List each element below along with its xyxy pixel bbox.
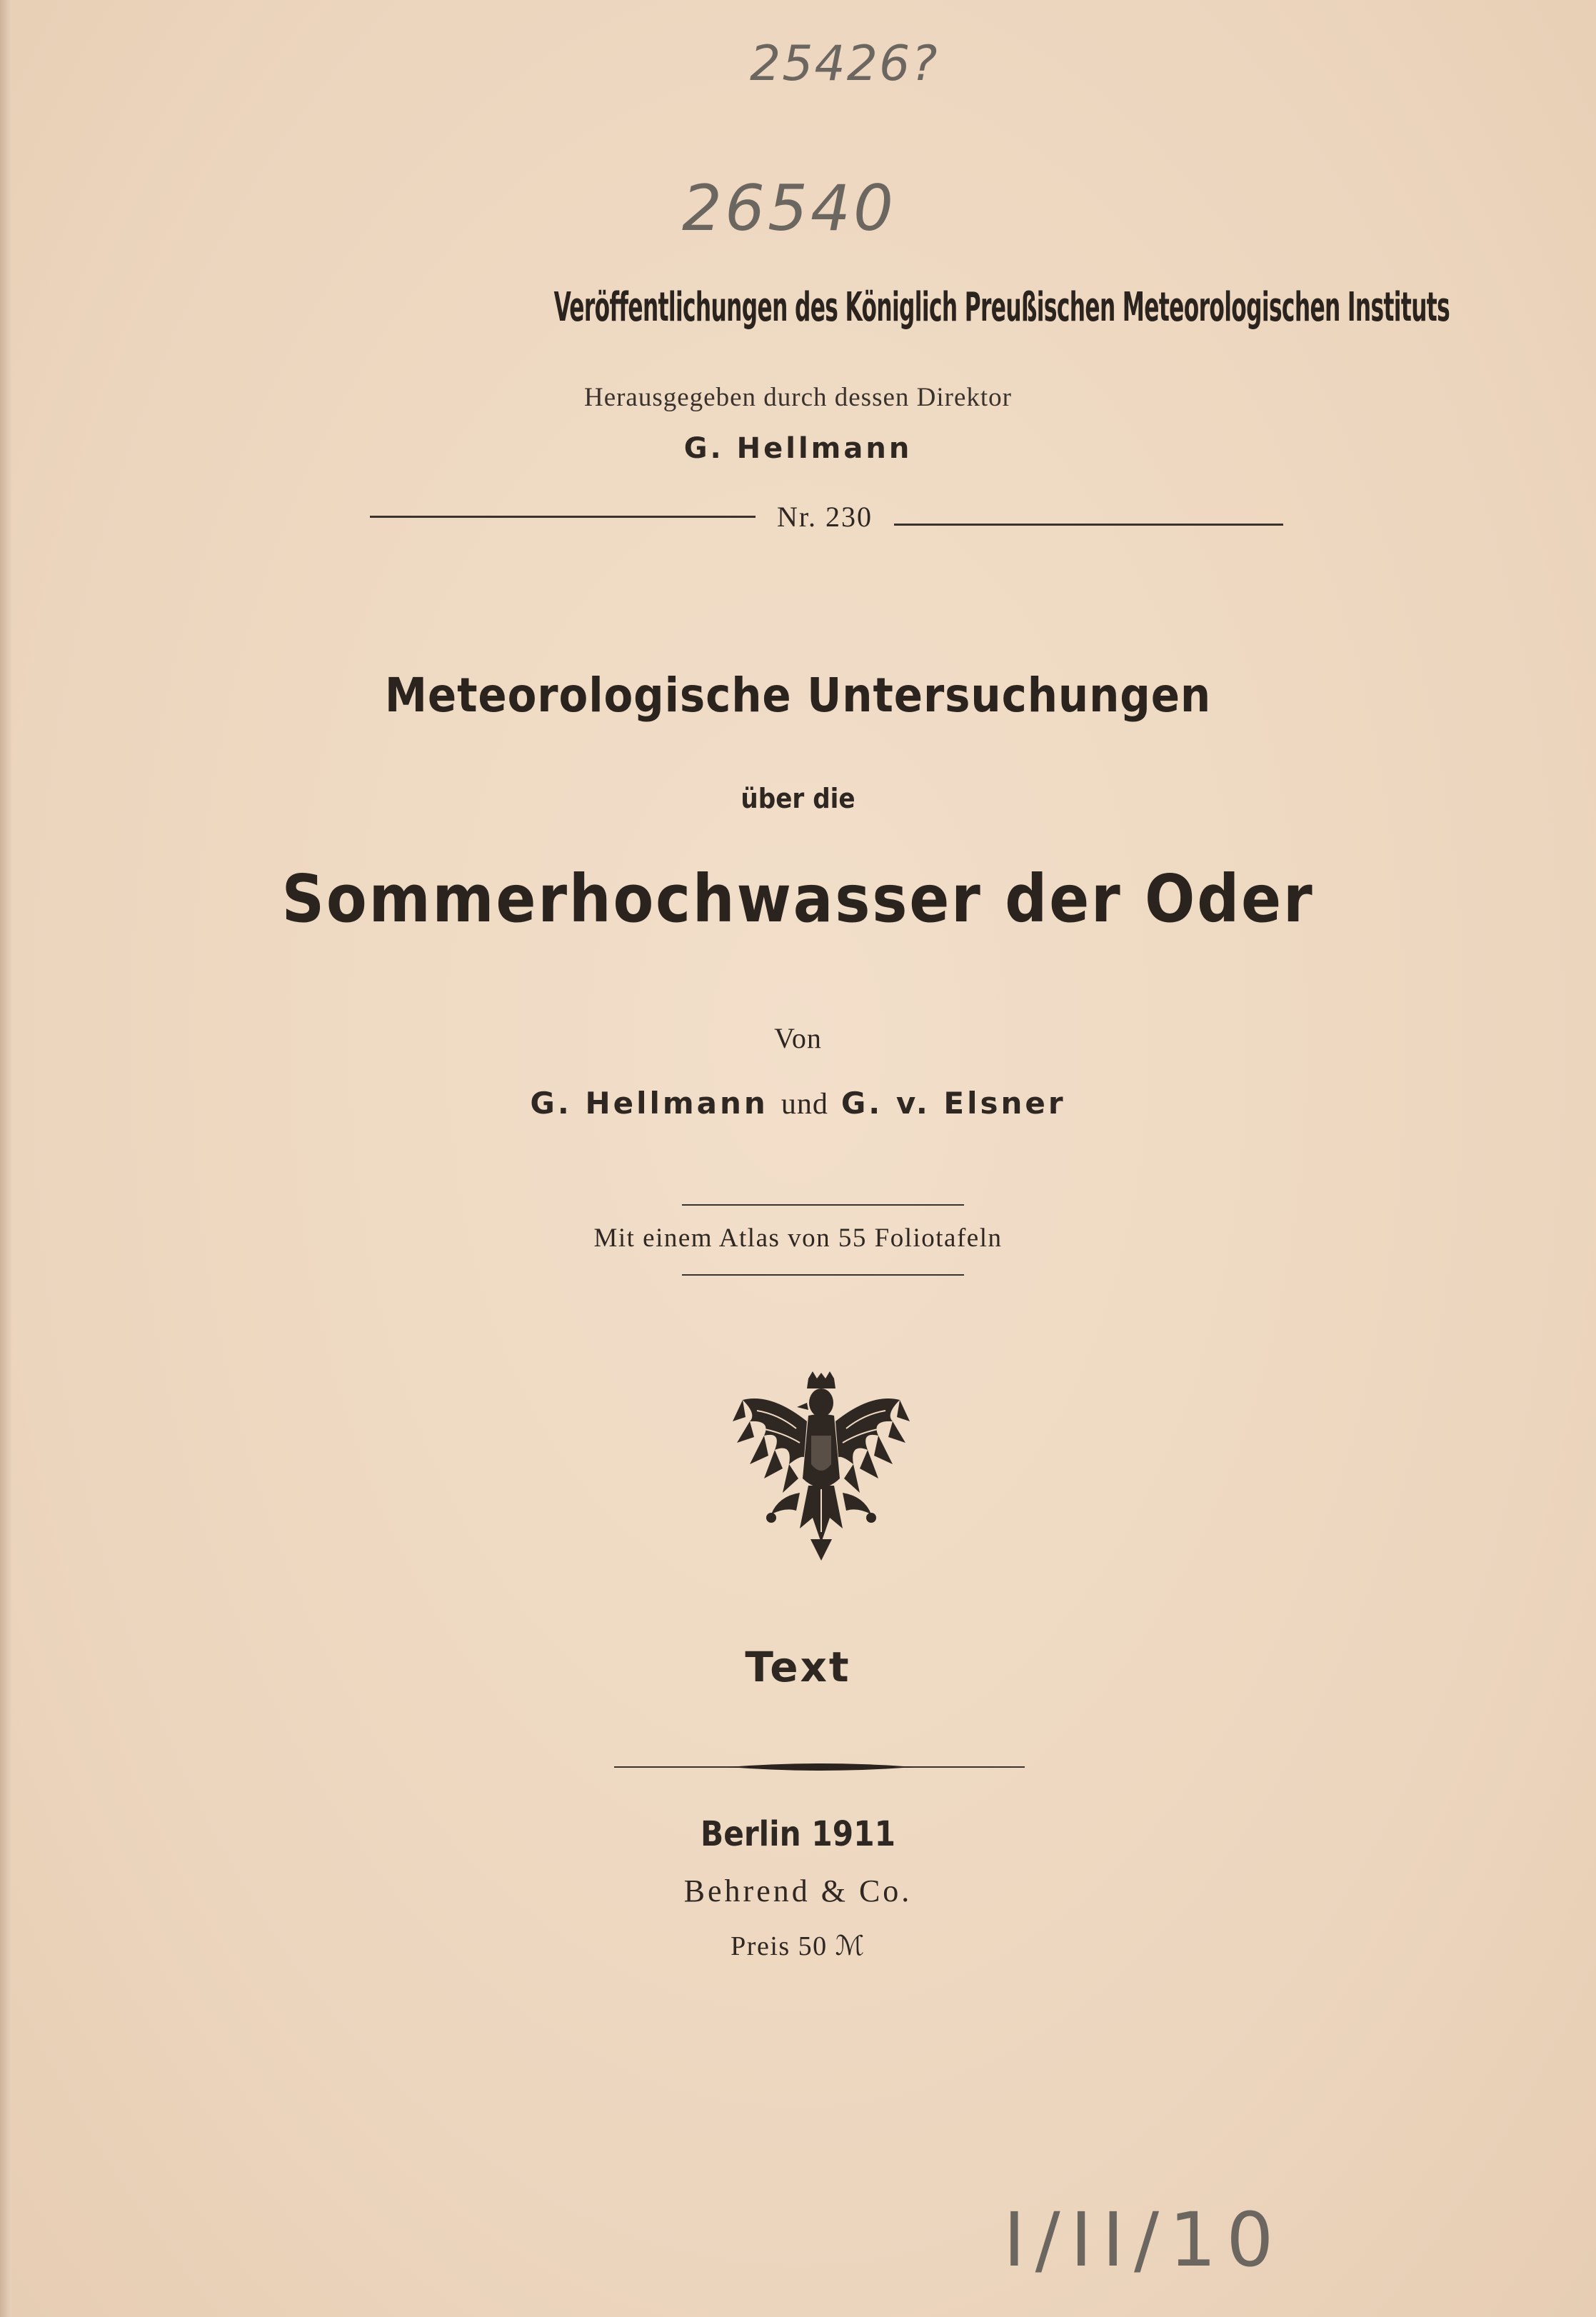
series-title: Veröffentlichungen des Königlich Preußischen Meteorologischen Instituts xyxy=(553,284,1450,331)
volume-label: Text xyxy=(745,1643,851,1691)
publication-number: Nr. 230 xyxy=(777,501,873,533)
imprint-place-year: Berlin 1911 xyxy=(701,1814,895,1854)
number-rule-left xyxy=(370,516,756,518)
atlas-rule-top xyxy=(682,1204,964,1206)
editor-line: Herausgegeben durch dessen Direktor xyxy=(583,383,1013,412)
handwritten-number-top: 25426? xyxy=(750,36,939,92)
handwritten-mark-bottom: I/II/10 xyxy=(1003,2196,1284,2283)
by-label: Von xyxy=(774,1022,822,1054)
price: Preis 50 ℳ xyxy=(731,1931,865,1961)
page-edge xyxy=(0,0,11,2317)
author-1: G. Hellmann xyxy=(530,1086,768,1121)
atlas-rule-bottom xyxy=(682,1274,964,1276)
editor-name: G. Hellmann xyxy=(683,432,913,465)
number-rule-right xyxy=(894,524,1283,526)
publisher: Behrend & Co. xyxy=(683,1873,913,1908)
main-title: Sommerhochwasser der Oder xyxy=(281,861,1315,937)
handwritten-number-second: 26540 xyxy=(682,171,896,245)
title-line-2: über die xyxy=(741,783,855,814)
ornamental-rule xyxy=(614,1758,1025,1776)
author-2: G. v. Elsner xyxy=(840,1086,1066,1121)
prussian-eagle-icon xyxy=(728,1371,914,1564)
author-joiner: und xyxy=(781,1088,828,1121)
atlas-note: Mit einem Atlas von 55 Foliotafeln xyxy=(593,1223,1003,1253)
authors xyxy=(428,1086,1168,1121)
title-line-1: Meteorologische Untersuchungen xyxy=(384,668,1212,723)
